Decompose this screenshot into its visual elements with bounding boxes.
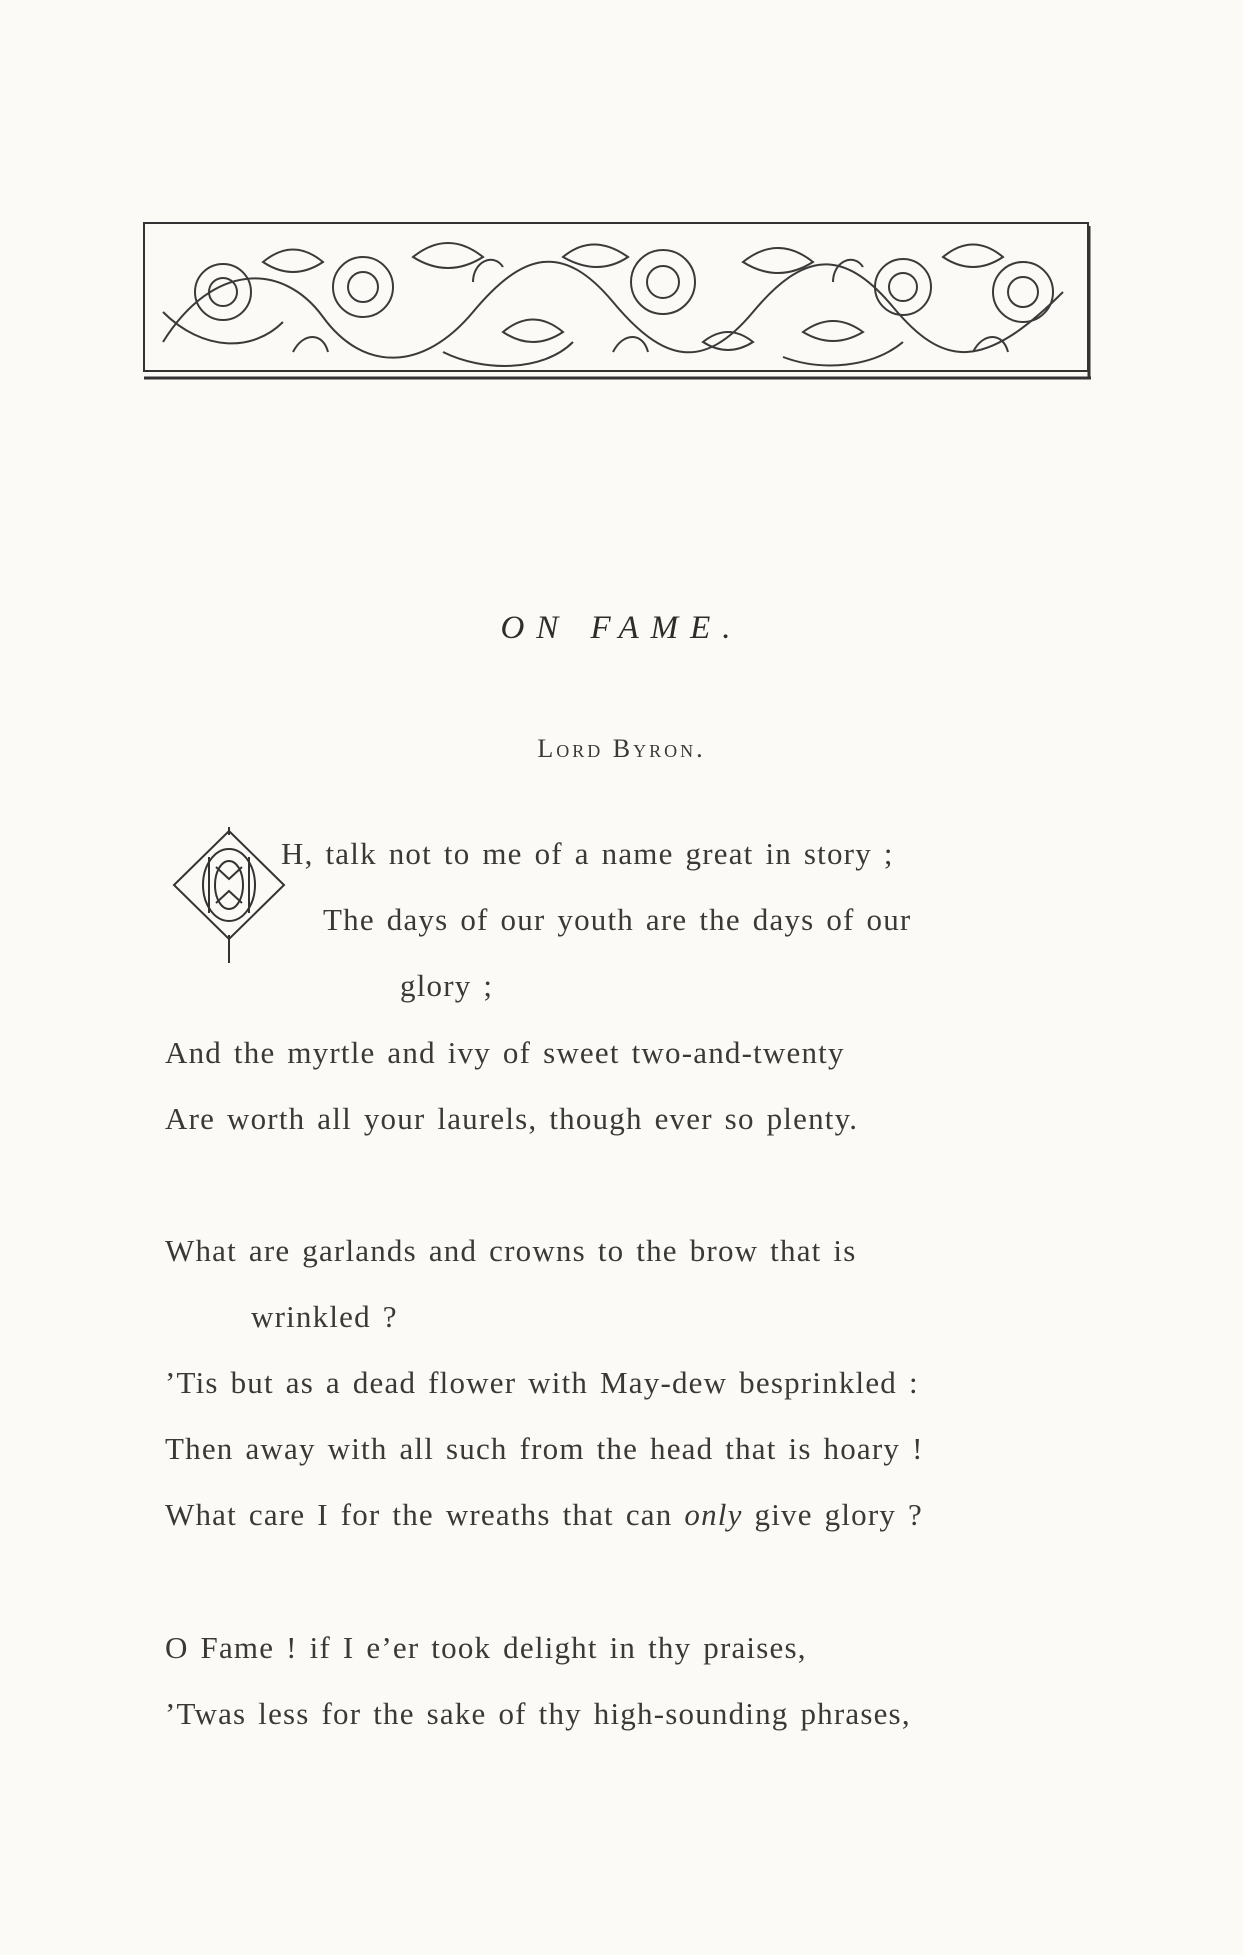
poem-author: Lord Byron. bbox=[537, 734, 706, 763]
stanza1-line3: And the myrtle and ivy of sweet two-and-twenty bbox=[165, 1035, 845, 1070]
poem-title: ON FAME. bbox=[500, 610, 743, 646]
stanza2-line2: ’Tis but as a dead flower with May-dew besprinkled : bbox=[165, 1365, 919, 1400]
ornamental-initial-o bbox=[164, 827, 294, 967]
stanza2-line4-end: give glory ? bbox=[742, 1497, 923, 1532]
stanza2-line4 bbox=[165, 1497, 923, 1533]
stanza2-line4-italic: only bbox=[684, 1497, 743, 1532]
stanza3-line2: ’Twas less for the sake of thy high-sounding phrases, bbox=[165, 1696, 911, 1731]
ornamental-headpiece bbox=[143, 222, 1093, 382]
stanza1-line2-continuation: glory ; bbox=[400, 968, 494, 1003]
stanza2-line3: Then away with all such from the head that is hoary ! bbox=[165, 1431, 924, 1466]
stanza2-line4-start: What care I for the wreaths that can bbox=[165, 1497, 685, 1532]
stanza2-line1: What are garlands and crowns to the brow that is bbox=[165, 1233, 857, 1268]
stanza1-line4: Are worth all your laurels, though ever so plenty. bbox=[165, 1101, 859, 1136]
stanza1-line2: The days of our youth are the days of our bbox=[323, 902, 912, 937]
stanza3-line1: O Fame ! if I e’er took delight in thy praises, bbox=[165, 1630, 807, 1665]
stanza2-line1-continuation: wrinkled ? bbox=[251, 1299, 398, 1334]
stanza1-line1: H, talk not to me of a name great in story ; bbox=[281, 836, 894, 871]
